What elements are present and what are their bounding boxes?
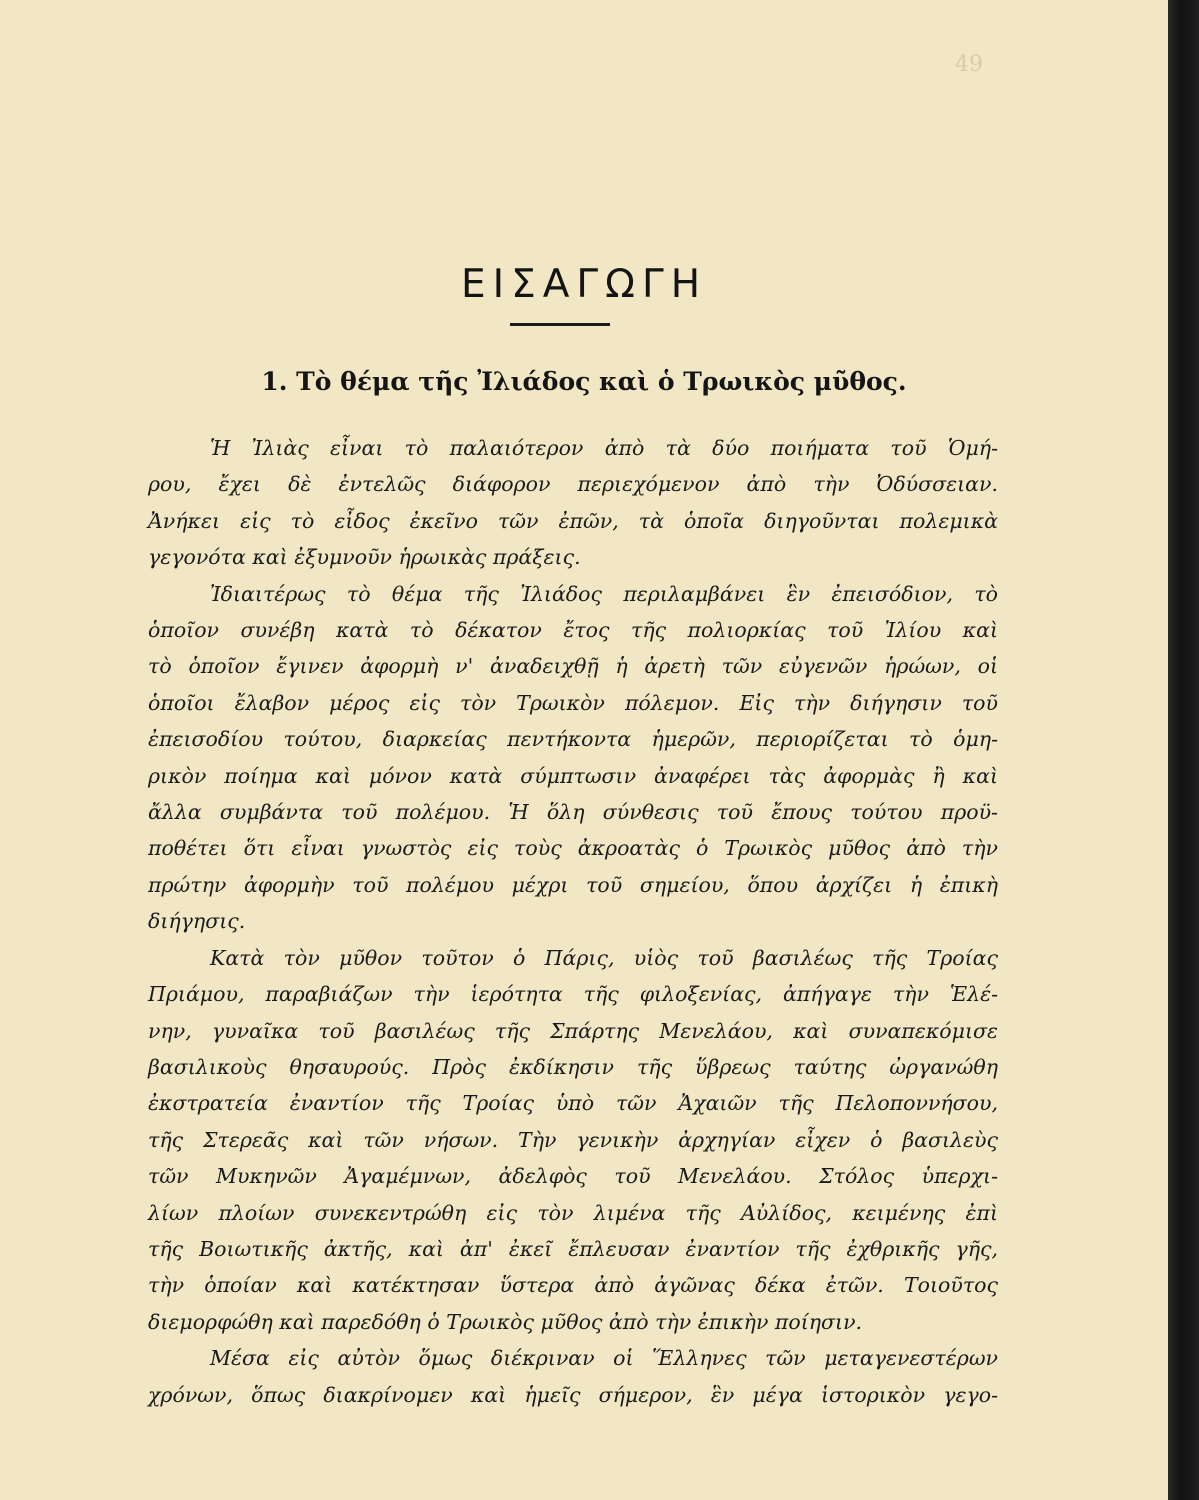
body-line: ὁποῖοι ἔλαβον μέρος εἰς τὸν Τρωικὸν πόλεμον. Εἰς τὴν διήγησιν τοῦ — [148, 690, 998, 715]
body-line: τῆς Βοιωτικῆς ἀκτῆς, καὶ ἀπ' ἐκεῖ ἔπλευσαν ἐναντίον τῆς ἐχθρικῆς γῆς, — [148, 1236, 998, 1261]
section-heading: 1. Τὸ θέμα τῆς Ἰλιάδος καὶ ὁ Τρωικὸς μῦθος. — [261, 367, 907, 396]
body-line: ὁποῖον συνέβη κατὰ τὸ δέκατον ἔτος τῆς πολιορκίας τοῦ Ἰλίου καὶ — [148, 618, 998, 643]
body-text — [148, 430, 998, 1413]
body-line: ρου, ἔχει δὲ ἐντελῶς διάφορον περιεχόμενον ἀπὸ τὴν Ὀδύσσειαν. — [148, 472, 998, 497]
body-line: Κατὰ τὸν μῦθον τοῦτον ὁ Πάρις, υἱὸς τοῦ βασιλέως τῆς Τροίας — [210, 945, 998, 970]
body-line: ρικὸν ποίημα καὶ μόνον κατὰ σύμπτωσιν ἀναφέρει τὰς ἀφορμὰς ἢ καὶ — [148, 763, 998, 788]
body-line: χρόνων, ὅπως διακρίνομεν καὶ ἡμεῖς σήμερον, ἓν μέγα ἱστορικὸν γεγο- — [148, 1382, 998, 1407]
body-line: Ἰδιαιτέρως τὸ θέμα τῆς Ἰλιάδος περιλαμβάνει ἓν ἐπεισόδιον, τὸ — [210, 581, 998, 606]
body-line: Ἀνήκει εἰς τὸ εἶδος ἐκεῖνο τῶν ἐπῶν, τὰ ὁποῖα διηγοῦνται πολεμικὰ — [148, 508, 998, 533]
body-line: ἄλλα συμβάντα τοῦ πολέμου. Ἡ ὅλη σύνθεσις τοῦ ἔπους τούτου προϋ- — [148, 800, 998, 825]
body-line: γεγονότα καὶ ἐξυμνοῦν ἡρωικὰς πράξεις. — [148, 545, 581, 570]
body-line: λίων πλοίων συνεκεντρώθη εἰς τὸν λιμένα τῆς Αὐλίδος, κειμένης ἐπὶ — [148, 1200, 998, 1225]
body-line: βασιλικοὺς θησαυρούς. Πρὸς ἐκδίκησιν τῆς ὕβρεως ταύτης ὠργανώθη — [148, 1054, 998, 1079]
body-line: Πριάμου, παραβιάζων τὴν ἱερότητα τῆς φιλοξενίας, ἀπήγαγε τὴν Ἑλέ- — [148, 982, 998, 1007]
page-number: 49 — [955, 52, 983, 77]
scan-edge — [1168, 0, 1199, 1500]
body-line: τὴν ὁποίαν καὶ κατέκτησαν ὕστερα ἀπὸ ἀγῶνας δέκα ἐτῶν. Τοιοῦτος — [148, 1273, 998, 1298]
body-line: ἐπεισοδίου τούτου, διαρκείας πεντήκοντα ἡμερῶν, περιορίζεται τὸ ὁμη- — [148, 727, 998, 752]
body-line: νην, γυναῖκα τοῦ βασιλέως τῆς Σπάρτης Μενελάου, καὶ συναπεκόμισε — [148, 1018, 998, 1043]
body-line: Ἡ Ἰλιὰς εἶναι τὸ παλαιότερον ἀπὸ τὰ δύο ποιήματα τοῦ Ὁμή- — [210, 436, 998, 460]
body-line: ποθέτει ὅτι εἶναι γνωστὸς εἰς τοὺς ἀκροατὰς ὁ Τρωικὸς μῦθος ἀπὸ τὴν — [148, 836, 998, 861]
body-line: διήγησις. — [148, 909, 246, 934]
body-line: Μέσα εἰς αὐτὸν ὅμως διέκριναν οἱ Ἕλληνες τῶν μεταγενεστέρων — [210, 1346, 998, 1371]
body-line: τῆς Στερεᾶς καὶ τῶν νήσων. Τὴν γενικὴν ἀρχηγίαν εἶχεν ὁ βασιλεὺς — [148, 1127, 998, 1152]
body-line: τὸ ὁποῖον ἔγινεν ἀφορμὴ ν' ἀναδειχθῇ ἡ ἀρετὴ τῶν εὐγενῶν ἡρώων, οἱ — [148, 654, 998, 679]
page-title: ΕΙΣΑΓΩΓΗ — [460, 262, 708, 307]
body-line: πρώτην ἀφορμὴν τοῦ πολέμου μέχρι τοῦ σημείου, ὅπου ἀρχίζει ἡ ἐπικὴ — [148, 872, 998, 897]
body-line: τῶν Μυκηνῶν Ἀγαμέμνων, ἀδελφὸς τοῦ Μενελάου. Στόλος ὑπερχι- — [148, 1164, 998, 1189]
body-line: διεμορφώθη καὶ παρεδόθη ὁ Τρωικὸς μῦθος ἀπὸ τὴν ἐπικὴν ποίησιν. — [148, 1309, 863, 1334]
title-rule — [510, 323, 610, 326]
body-line: ἐκστρατεία ἐναντίον τῆς Τροίας ὑπὸ τῶν Ἀχαιῶν τῆς Πελοποννήσου, — [148, 1091, 998, 1116]
